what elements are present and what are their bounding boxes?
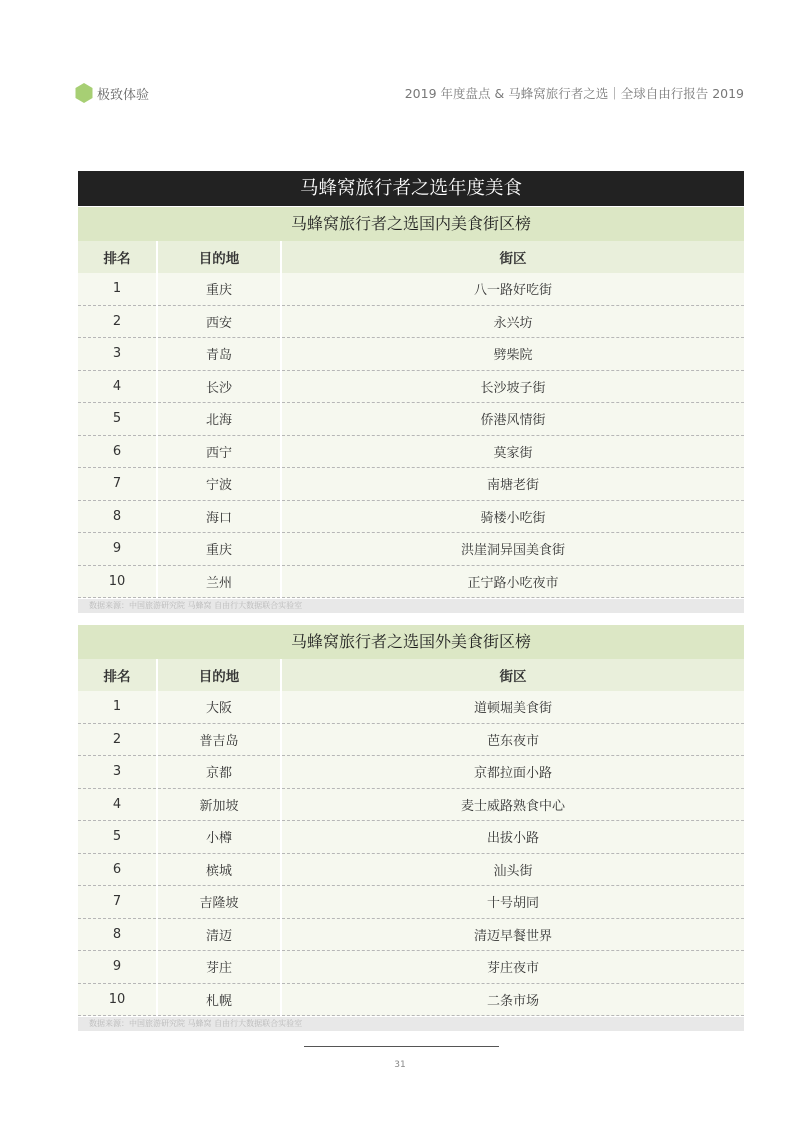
rank-cell: 10 — [78, 983, 157, 1016]
rank-cell: 6 — [78, 853, 157, 886]
destination-cell: 普吉岛 — [157, 723, 281, 756]
rank-cell: 1 — [78, 691, 157, 723]
hexagon-logo-icon — [75, 83, 93, 103]
street-cell: 京都拉面小路 — [281, 756, 744, 789]
domestic-ranking-section — [78, 207, 744, 613]
street-cell: 正宁路小吃夜市 — [281, 565, 744, 598]
footer-divider — [304, 1046, 499, 1047]
street-cell: 永兴坊 — [281, 305, 744, 338]
rank-cell: 4 — [78, 370, 157, 403]
report-title: 2019 年度盘点 & 马蜂窝旅行者之选｜全球自由行报告 2019 — [404, 86, 744, 101]
destination-cell: 新加坡 — [157, 788, 281, 821]
header-rank: 排名 — [78, 241, 157, 273]
destination-cell: 京都 — [157, 756, 281, 789]
rank-cell: 5 — [78, 821, 157, 854]
rank-cell: 4 — [78, 788, 157, 821]
rank-cell: 7 — [78, 886, 157, 919]
table-row — [78, 273, 744, 305]
street-cell: 骑楼小吃街 — [281, 500, 744, 533]
table-row — [78, 691, 744, 723]
street-cell: 劈柴院 — [281, 338, 744, 371]
street-cell: 十号胡同 — [281, 886, 744, 919]
street-cell: 侨港风情街 — [281, 403, 744, 436]
street-cell: 芽庄夜市 — [281, 951, 744, 984]
destination-cell: 海口 — [157, 500, 281, 533]
destination-cell: 小樽 — [157, 821, 281, 854]
destination-cell: 宁波 — [157, 468, 281, 501]
rank-cell: 1 — [78, 273, 157, 305]
destination-cell: 札幌 — [157, 983, 281, 1016]
page-header — [75, 82, 744, 104]
destination-cell: 槟城 — [157, 853, 281, 886]
table-row — [78, 403, 744, 436]
table-row — [78, 886, 744, 919]
destination-cell: 兰州 — [157, 565, 281, 598]
rank-cell: 3 — [78, 756, 157, 789]
street-cell: 道顿堀美食街 — [281, 691, 744, 723]
street-cell: 洪崖洞异国美食街 — [281, 533, 744, 566]
street-cell: 南塘老街 — [281, 468, 744, 501]
header-destination: 目的地 — [157, 659, 281, 691]
rank-cell: 7 — [78, 468, 157, 501]
rank-cell: 2 — [78, 723, 157, 756]
street-cell: 出拔小路 — [281, 821, 744, 854]
domestic-table-title: 马蜂窝旅行者之选国内美食街区榜 — [78, 207, 744, 241]
table-row — [78, 983, 744, 1016]
destination-cell: 吉隆坡 — [157, 886, 281, 919]
street-cell: 芭东夜市 — [281, 723, 744, 756]
destination-cell: 重庆 — [157, 533, 281, 566]
table-row — [78, 435, 744, 468]
rank-cell: 10 — [78, 565, 157, 598]
street-cell: 八一路好吃街 — [281, 273, 744, 305]
table-row — [78, 853, 744, 886]
rank-cell: 6 — [78, 435, 157, 468]
table-row — [78, 370, 744, 403]
header-rank: 排名 — [78, 659, 157, 691]
rank-cell: 9 — [78, 533, 157, 566]
rank-cell: 8 — [78, 918, 157, 951]
street-cell: 莫家街 — [281, 435, 744, 468]
brand-label: 极致体验 — [97, 88, 150, 103]
destination-cell: 青岛 — [157, 338, 281, 371]
page-number: 31 — [394, 1060, 406, 1070]
rank-cell: 5 — [78, 403, 157, 436]
rank-cell: 2 — [78, 305, 157, 338]
table-row — [78, 500, 744, 533]
street-cell: 二条市场 — [281, 983, 744, 1016]
destination-cell: 大阪 — [157, 691, 281, 723]
table-header-row — [78, 659, 744, 691]
international-table-body — [78, 691, 744, 1016]
header-street: 街区 — [281, 241, 744, 273]
destination-cell: 西安 — [157, 305, 281, 338]
street-cell: 汕头街 — [281, 853, 744, 886]
table-row — [78, 756, 744, 789]
international-data-source: 数据来源：中国旅游研究院 马蜂窝 自由行大数据联合实验室 — [78, 1017, 744, 1031]
table-row — [78, 565, 744, 598]
rank-cell: 9 — [78, 951, 157, 984]
table-row — [78, 533, 744, 566]
street-cell: 长沙坡子街 — [281, 370, 744, 403]
table-row — [78, 918, 744, 951]
international-ranking-table — [78, 659, 744, 1016]
international-table-title: 马蜂窝旅行者之选国外美食街区榜 — [78, 625, 744, 659]
rank-cell: 8 — [78, 500, 157, 533]
domestic-ranking-table — [78, 241, 744, 598]
destination-cell: 清迈 — [157, 918, 281, 951]
table-row — [78, 723, 744, 756]
destination-cell: 长沙 — [157, 370, 281, 403]
international-ranking-section — [78, 625, 744, 1031]
table-row — [78, 305, 744, 338]
street-cell: 麦士威路熟食中心 — [281, 788, 744, 821]
table-row — [78, 951, 744, 984]
table-header-row — [78, 241, 744, 273]
domestic-data-source: 数据来源：中国旅游研究院 马蜂窝 自由行大数据联合实验室 — [78, 599, 744, 613]
destination-cell: 重庆 — [157, 273, 281, 305]
table-row — [78, 788, 744, 821]
section-banner: 马蜂窝旅行者之选年度美食 — [78, 171, 744, 206]
domestic-table-body — [78, 273, 744, 598]
table-row — [78, 821, 744, 854]
table-row — [78, 468, 744, 501]
header-destination: 目的地 — [157, 241, 281, 273]
header-street: 街区 — [281, 659, 744, 691]
rank-cell: 3 — [78, 338, 157, 371]
destination-cell: 西宁 — [157, 435, 281, 468]
destination-cell: 北海 — [157, 403, 281, 436]
street-cell: 清迈早餐世界 — [281, 918, 744, 951]
destination-cell: 芽庄 — [157, 951, 281, 984]
table-row — [78, 338, 744, 371]
